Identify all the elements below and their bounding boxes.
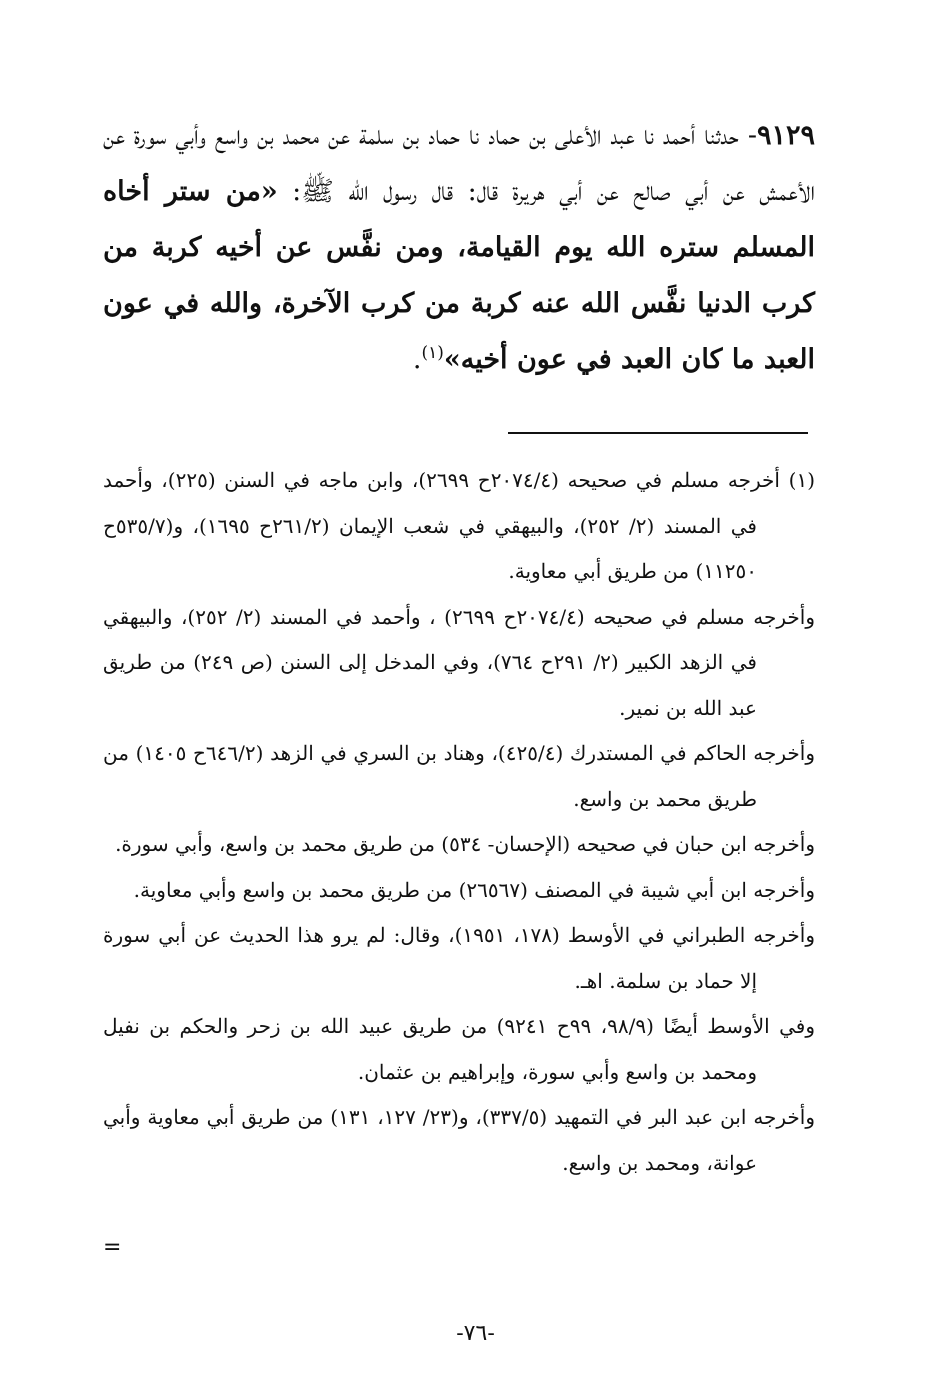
- hadith-matn: «من ستر أخاه المسلم ستره الله يوم القيامة، ومن نفَّس عن أخيه كربة من كرب الدنيا نفَّس الله عنه كربة من كرب الآخرة، والله في عون العبد ما كان العبد في عون أخيه»: [103, 176, 815, 375]
- footnote-paragraph: وفي الأوسط أيضًا (٩٨/٩، ٩٩ح ٩٢٤١) من طريق عبيد الله بن زحر والحكم بن نفيل ومحمد بن واسع وأبي سورة، وإبراهيم بن عثمان.: [103, 1014, 815, 1084]
- footnote-separator: [508, 432, 808, 434]
- footnote-paragraph: وأخرجه ابن أبي شيبة في المصنف (٢٦٥٦٧) من طريق محمد بن واسع وأبي معاوية.: [133, 877, 815, 902]
- footnote-paragraph: وأخرجه ابن حبان في صحيحه (الإحسان- ٥٣٤) من طريق محمد بن واسع، وأبي سورة.: [115, 832, 815, 856]
- continuation-mark: =: [103, 1235, 122, 1260]
- hadith-text: [103, 108, 815, 388]
- footnote-paragraph: وأخرجه الطبراني في الأوسط (١٧٨، ١٩٥١)، وقال: لم يرو هذا الحديث عن أبي سورة إلا حماد بن سلمة. اهـ.: [103, 923, 815, 993]
- footnote-paragraph: وأخرجه الحاكم في المستدرك (٤٢٥/٤)، وهناد بن السري في الزهد (٦٤٦/٢ح ١٤٠٥) من طريق محمد بن واسع.: [103, 741, 815, 811]
- footnote-paragraph: (١) أخرجه مسلم في صحيحه (٢٠٧٤/٤ح ٢٦٩٩)، وابن ماجه في السنن (٢٢٥)، وأحمد في المسند (٢/ ٢٥٢)، والبيهقي في شعب الإيمان (٢٦١/٢ح ١٦٩٥)، و(٥٣٥/٧ح ١١٢٥٠) من طريق أبي معاوية.: [103, 468, 815, 583]
- footnote-paragraph: وأخرجه مسلم في صحيحه (٢٠٧٤/٤ح ٢٦٩٩) ، وأحمد في المسند (٢/ ٢٥٢)، والبيهقي في الزهد الكبير (٢/ ٢٩١ح ٧٦٤)، وفي المدخل إلى السنن (ص ٢٤٩) من طريق عبد الله بن نمير.: [103, 604, 815, 720]
- page-number: -٧٦-: [456, 1321, 495, 1346]
- hadith-sanad: - حدثنا أحمد نا عبد الأعلى بن حماد نا حماد بن سلمة عن محمد بن واسع وأبي سورة عن الأعمش عن أبي صالح عن أبي هريرة قال: قال رسول الله ﷺ:: [103, 120, 815, 207]
- hadith-number: ٩١٢٩: [756, 120, 815, 151]
- footnote-reference[interactable]: (١): [421, 343, 444, 363]
- hadith-end: .: [412, 344, 422, 375]
- footnote-paragraph: وأخرجه ابن عبد البر في التمهيد (٣٣٧/٥)، و(٢٣/ ١٢٧، ١٣١) من طريق أبي معاوية وأبي عوانة، ومحمد بن واسع.: [103, 1105, 816, 1175]
- footnotes: [103, 458, 815, 1186]
